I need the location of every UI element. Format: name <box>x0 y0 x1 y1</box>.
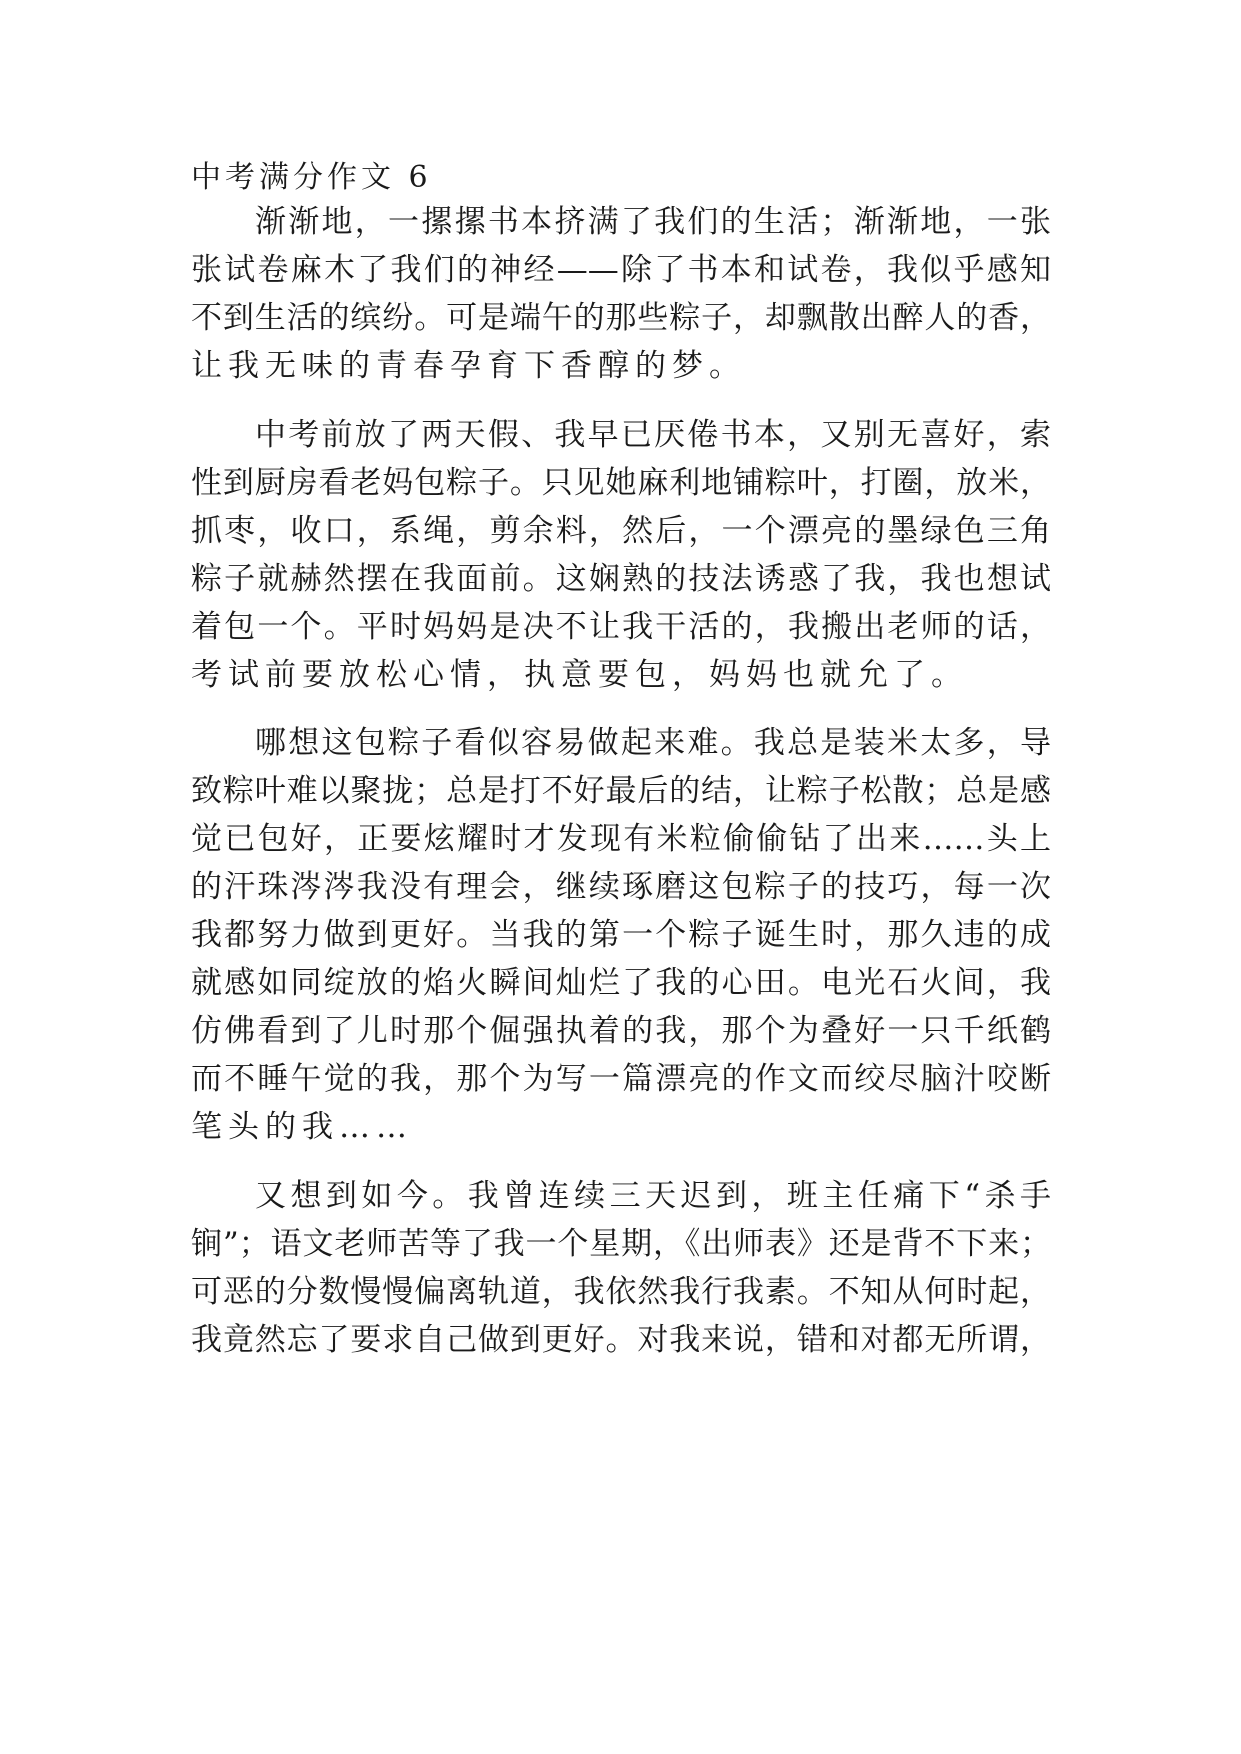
paragraph-line: 仿佛看到了儿时那个倔强执着的我，那个为叠好一只千纸鹤 <box>191 1013 1051 1049</box>
paragraph-line: 又想到如今。我曾连续三天迟到，班主任痛下“杀手 <box>255 1178 1051 1214</box>
paragraph-line: 觉已包好，正要炫耀时才发现有米粒偷偷钻了出来……头上 <box>191 821 1051 857</box>
paragraph-line: 着包一个。平时妈妈是决不让我干活的，我搬出老师的话， <box>191 609 1051 645</box>
paragraph-line: 粽子就赫然摆在我面前。这娴熟的技法诱惑了我，我也想试 <box>191 561 1051 597</box>
paragraph-line: 让我无味的青春孕育下香醇的梦。 <box>191 348 746 384</box>
paragraph-line: 的汗珠涔涔我没有理会，继续琢磨这包粽子的技巧，每一次 <box>191 869 1051 905</box>
paragraph-line: 中考前放了两天假、我早已厌倦书本，又别无喜好，索 <box>255 417 1051 453</box>
paragraph-line: 张试卷麻木了我们的神经——除了书本和试卷，我似乎感知 <box>191 252 1051 288</box>
paragraph-line: 致粽叶难以聚拢；总是打不好最后的结，让粽子松散；总是感 <box>191 773 1051 809</box>
paragraph-line: 考试前要放松心情，执意要包，妈妈也就允了。 <box>191 657 968 693</box>
paragraph-line: 就感如同绽放的焰火瞬间灿烂了我的心田。电光石火间，我 <box>191 965 1051 1001</box>
paragraph-line: 哪想这包粽子看似容易做起来难。我总是装米太多，导 <box>255 725 1051 761</box>
paragraph-line: 而不睡午觉的我，那个为写一篇漂亮的作文而绞尽脑汁咬断 <box>191 1061 1051 1097</box>
paragraph-line: 抓枣，收口，系绳，剪余料，然后，一个漂亮的墨绿色三角 <box>191 513 1051 549</box>
document-title: 中考满分作文 6 <box>191 160 432 195</box>
paragraph-line: 可恶的分数慢慢偏离轨道，我依然我行我素。不知从何时起， <box>191 1274 1051 1310</box>
paragraph-line: 笔头的我…… <box>191 1109 413 1145</box>
paragraph-line: 性到厨房看老妈包粽子。只见她麻利地铺粽叶，打圈，放米， <box>191 465 1051 501</box>
paragraph-line: 渐渐地，一摞摞书本挤满了我们的生活；渐渐地，一张 <box>255 204 1051 240</box>
paragraph-line: 不到生活的缤纷。可是端午的那些粽子，却飘散出醉人的香， <box>191 300 1051 336</box>
paragraph-line: 我都努力做到更好。当我的第一个粽子诞生时，那久违的成 <box>191 917 1051 953</box>
paragraph-line: 锏”；语文老师苦等了我一个星期，《出师表》还是背不下来； <box>191 1226 1051 1262</box>
paragraph-line: 我竟然忘了要求自己做到更好。对我来说，错和对都无所谓， <box>191 1322 1051 1358</box>
